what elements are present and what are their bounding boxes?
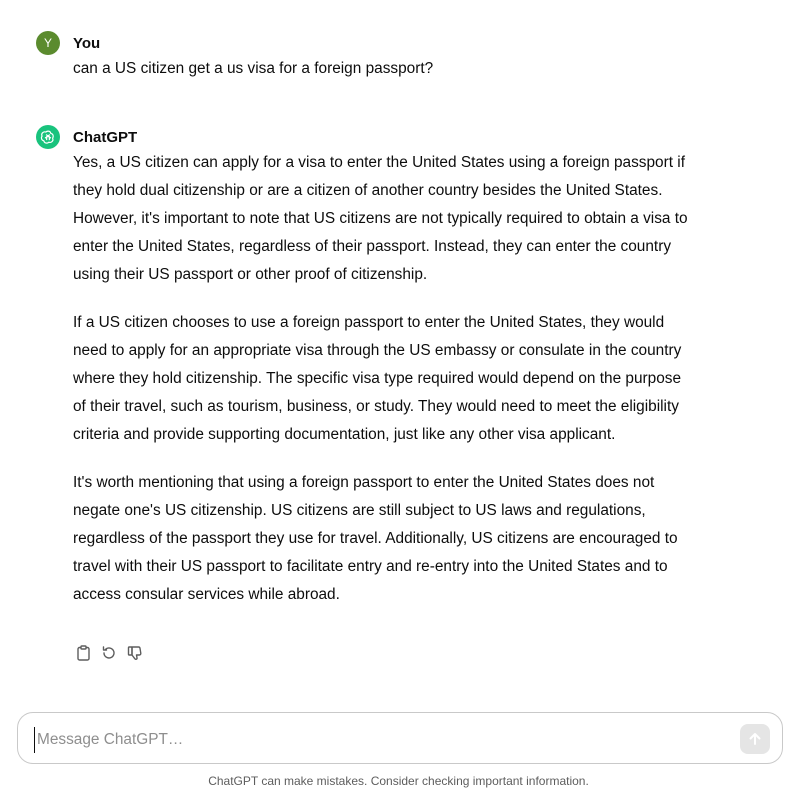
message-input[interactable] bbox=[34, 727, 719, 753]
message-actions bbox=[74, 644, 144, 662]
assistant-author-name: ChatGPT bbox=[73, 128, 138, 146]
clipboard-icon bbox=[76, 645, 91, 661]
user-message-header bbox=[36, 31, 716, 55]
message-composer bbox=[17, 712, 783, 764]
user-message bbox=[36, 31, 716, 83]
regenerate-icon bbox=[101, 645, 117, 661]
send-button[interactable] bbox=[740, 724, 770, 754]
assistant-message-body bbox=[73, 149, 716, 609]
assistant-paragraph: Yes, a US citizen can apply for a visa to enter the United States using a foreign passport if they hold dual citizenship or are a citizen of another country besides the United States. However, it's important to note that US citizens are not typically required to obtain a visa to enter the United States, regardless of their passport. Instead, they can enter the country using their US passport or other proof of citizenship. bbox=[73, 154, 688, 283]
regenerate-button[interactable] bbox=[100, 644, 118, 662]
thumbs-down-button[interactable] bbox=[126, 644, 144, 662]
assistant-paragraph: It's worth mentioning that using a foreign passport to enter the United States does not negate one's US citizenship. US citizens are still subject to US laws and regulations, regardless of the passport they use for travel. Additionally, US citizens are encouraged to travel with their US passport to facilitate entry and re-entry into the United States and to access consular services while abroad. bbox=[73, 474, 678, 603]
assistant-message-header bbox=[36, 125, 716, 149]
user-avatar bbox=[36, 31, 60, 55]
user-avatar-letter: Y bbox=[43, 36, 52, 50]
assistant-paragraph: If a US citizen chooses to use a foreign passport to enter the United States, they would need to apply for an appropriate visa through the US embassy or consulate in the country where they hold citizenship. The specific visa type required would depend on the purpose of their travel, such as tourism, business, or study. They would need to meet the eligibility criteria and provide supporting documentation, just like any other visa applicant. bbox=[73, 314, 682, 443]
assistant-message bbox=[36, 125, 716, 609]
user-message-text: can a US citizen get a us visa for a foreign passport? bbox=[73, 60, 434, 77]
thumbs-down-icon bbox=[127, 645, 143, 661]
user-message-body bbox=[73, 55, 716, 83]
arrow-up-icon bbox=[748, 732, 762, 746]
user-author-name: You bbox=[73, 34, 101, 52]
disclaimer-text: ChatGPT can make mistakes. Consider checking important information. bbox=[208, 774, 589, 788]
copy-button[interactable] bbox=[74, 644, 92, 662]
chatgpt-logo-icon bbox=[36, 125, 60, 149]
